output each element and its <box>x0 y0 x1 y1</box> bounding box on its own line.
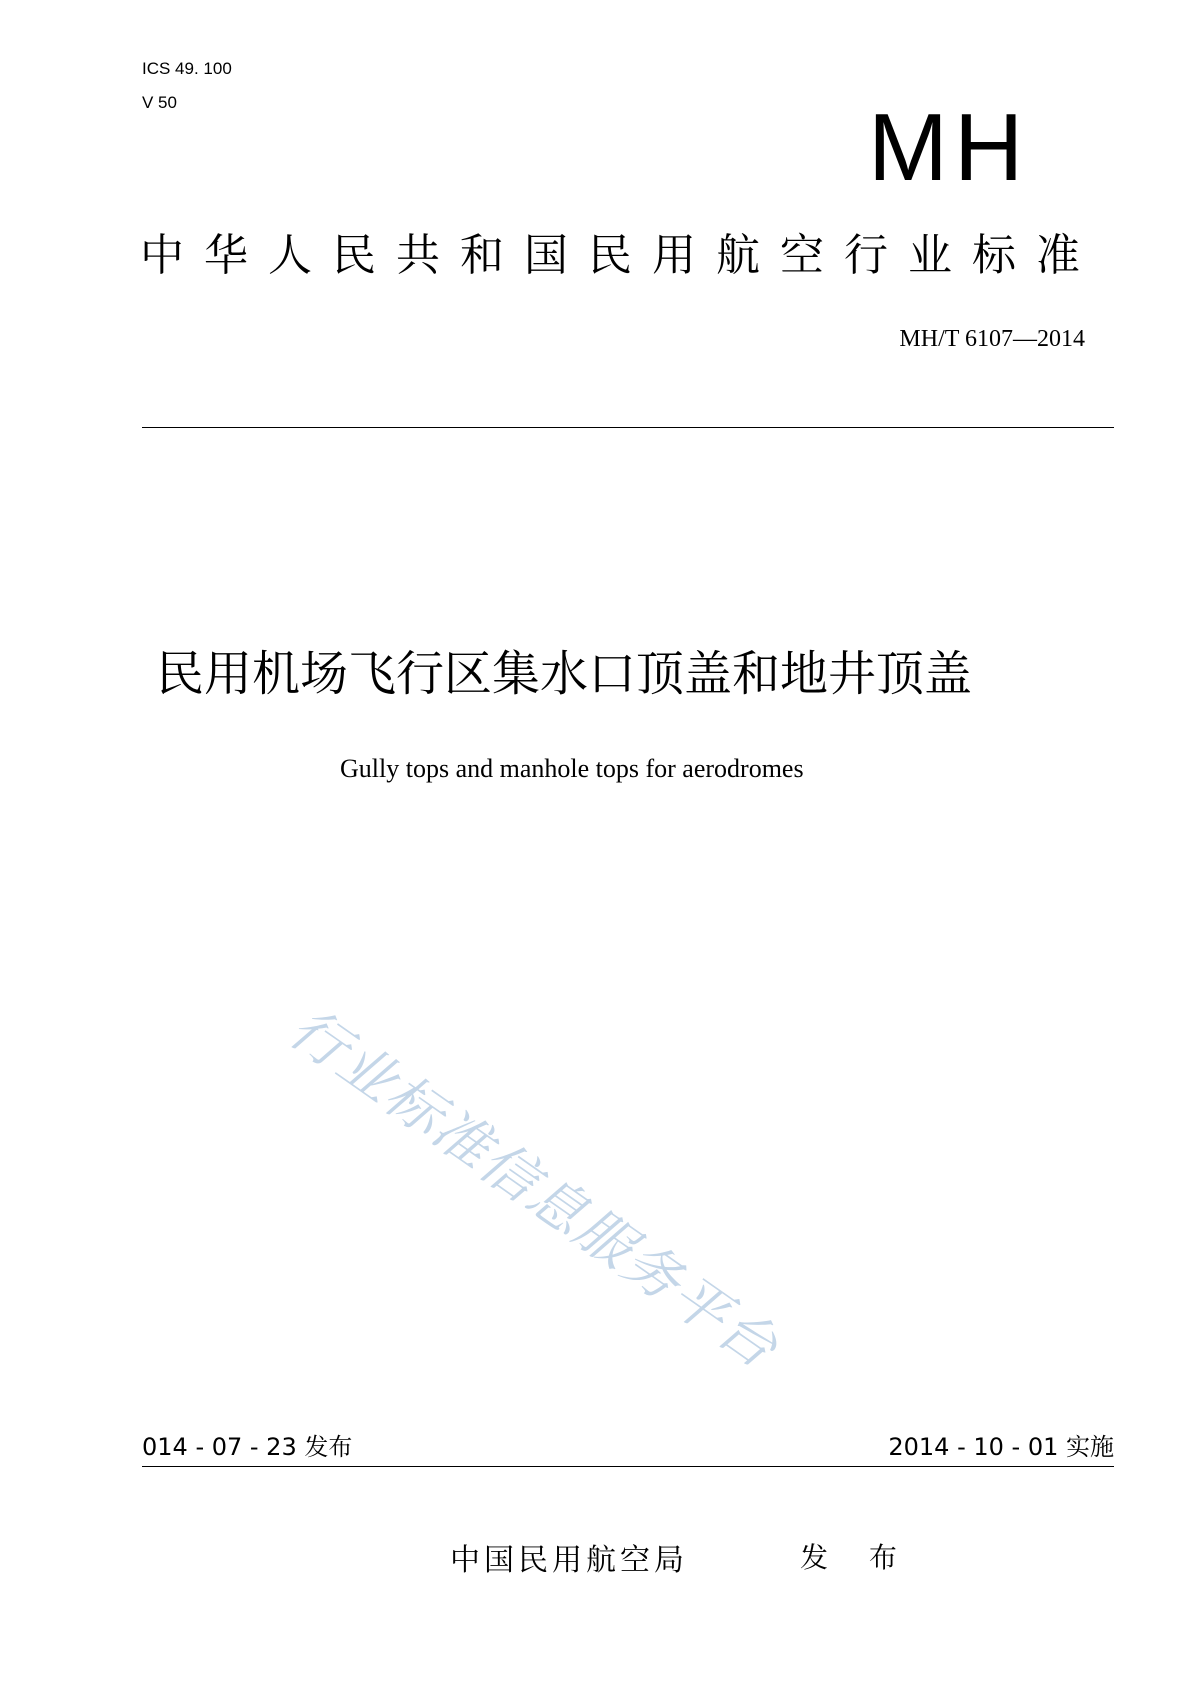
header-divider <box>142 427 1114 428</box>
classification-code: V 50 <box>142 93 177 112</box>
ics-code: ICS 49. 100 <box>142 59 232 78</box>
implementation-date: 2014 - 10 - 01 实施 <box>888 1433 1114 1461</box>
standard-title: 中华人民共和国民用航空行业标准 <box>140 230 1100 281</box>
footer-divider <box>142 1466 1114 1467</box>
document-title-en: Gully tops and manhole tops for aerodromes <box>340 754 804 783</box>
standard-number: MH/T 6107—2014 <box>899 326 1085 352</box>
issue-date: 014 - 07 - 23 发布 <box>142 1433 353 1461</box>
document-title-cn: 民用机场飞行区集水口顶盖和地井顶盖 <box>156 646 973 702</box>
mh-logo: MH <box>868 94 1030 201</box>
issue-label: 发 布 <box>800 1541 913 1574</box>
watermark: 行业标准信息服务平台 <box>277 995 790 1382</box>
issuing-authority: 中国民用航空局 <box>450 1543 688 1578</box>
